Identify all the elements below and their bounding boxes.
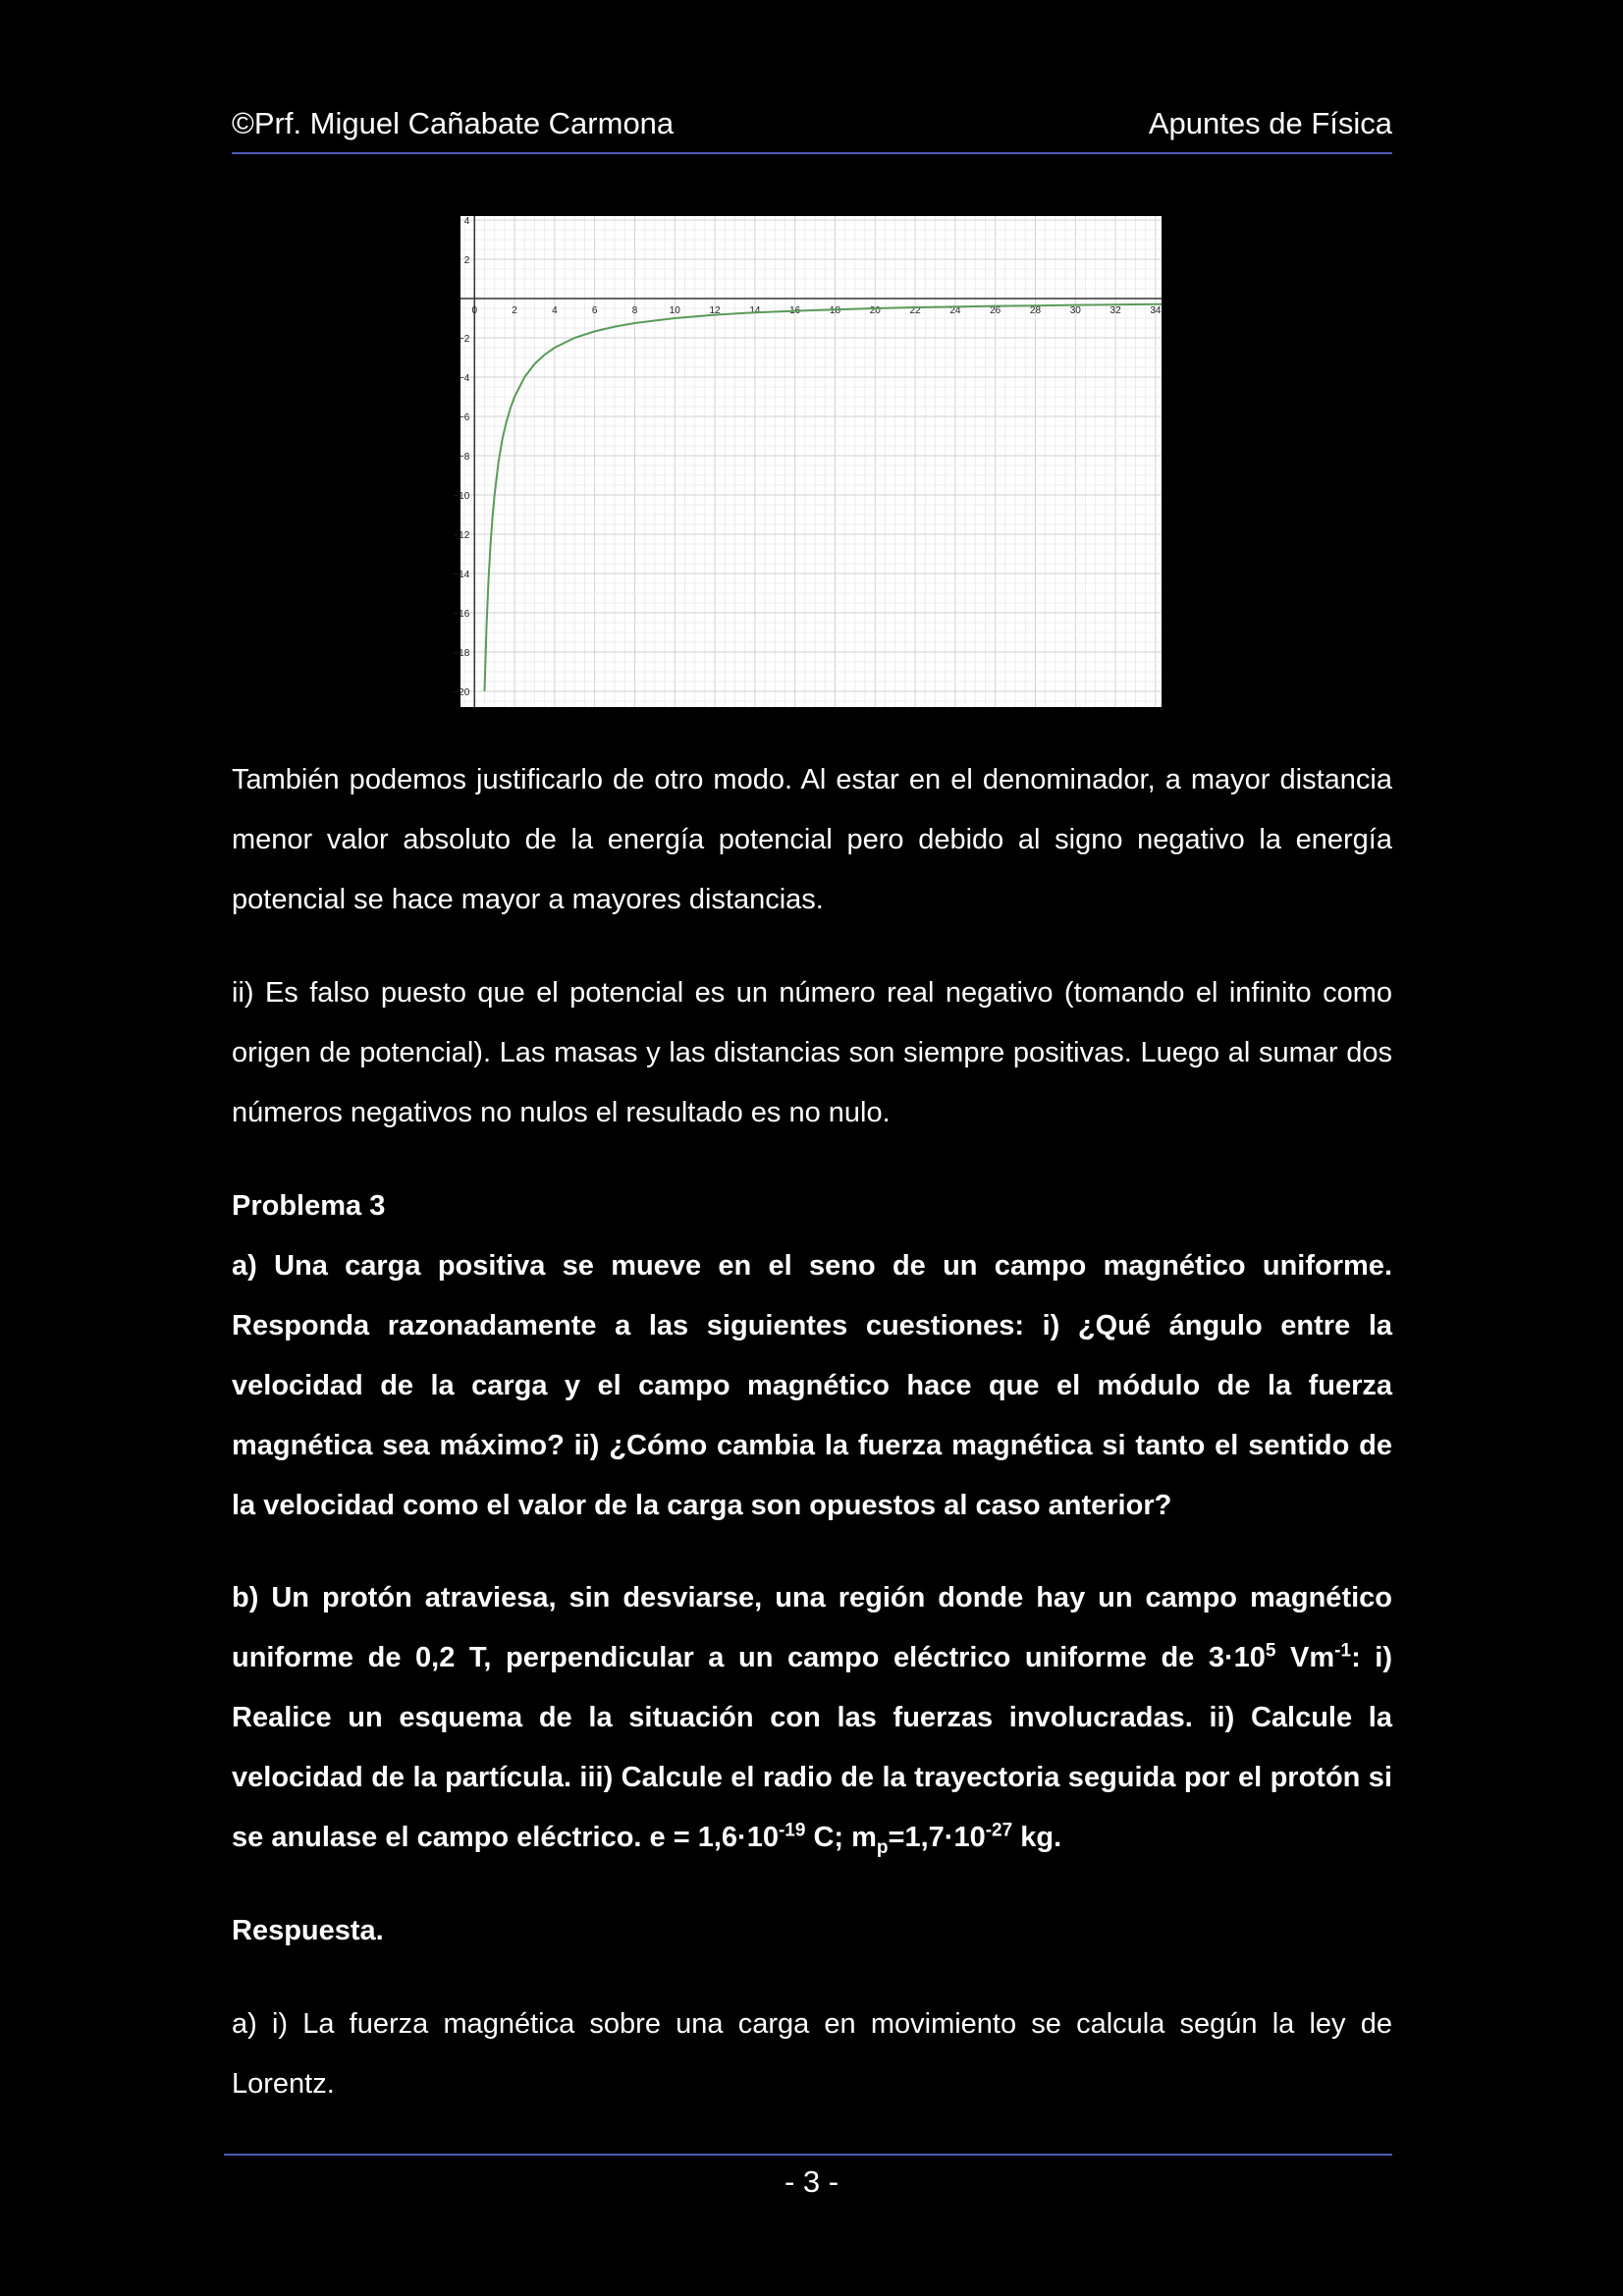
problem-b-text-6: kg. bbox=[1012, 1822, 1062, 1853]
header-author: ©Prf. Miguel Cañabate Carmona bbox=[232, 106, 675, 140]
answer-title: Respuesta. bbox=[232, 1915, 384, 1946]
answer-a-i: a) i) La fuerza magnética sobre una carga en movimiento se calcula según la ley de Lorentz. bbox=[232, 2008, 1392, 2100]
problem-b-sub-1: p bbox=[876, 1836, 889, 1858]
paragraph-answer-ii: ii) Es falso puesto que el potencial es un número real negativo (tomando el infinito como origen de potencial). Las masas y las distancias son siempre positivas. Luego al sumar dos números negativos no nulos el resultado es no nulo. bbox=[232, 977, 1392, 1128]
y-tick-label: −10 bbox=[453, 491, 470, 502]
page-header bbox=[232, 94, 1392, 153]
potential-energy-chart bbox=[453, 216, 1162, 707]
y-tick-label: −14 bbox=[453, 570, 470, 580]
problem-b-text-4: C; m bbox=[805, 1822, 877, 1853]
problem-b-text-3: : i) Realice un esquema de la situación con las fuerzas involucradas. ii) Calcule la velocidad de la partícula. iii) Calcule el radio de la trayectoria seguida por el protón si se anulase el campo eléctrico. e = 1,6·10 bbox=[232, 1642, 1392, 1853]
x-tick-label: 32 bbox=[1109, 305, 1121, 316]
x-tick-label: 16 bbox=[789, 305, 801, 316]
problem-b-exp-2: -1 bbox=[1334, 1640, 1352, 1662]
x-tick-label: 6 bbox=[591, 305, 598, 316]
x-tick-label: 14 bbox=[749, 305, 761, 316]
problem-b-exp-4: -27 bbox=[985, 1820, 1013, 1841]
y-tick-label: −4 bbox=[458, 373, 470, 384]
header-divider bbox=[232, 152, 1392, 154]
chart-svg bbox=[453, 216, 1162, 707]
y-tick-label: −6 bbox=[458, 412, 470, 423]
y-tick-label: −18 bbox=[453, 648, 470, 659]
problem-b-text-1: b) Un protón atraviesa, sin desviarse, una región donde hay un campo magnético uniforme de 0,2 T, perpendicular a un campo eléctrico uniforme de 3·10 bbox=[232, 1582, 1392, 1673]
problem-b-exp-1: 5 bbox=[1265, 1640, 1276, 1662]
x-tick-label: 24 bbox=[949, 305, 961, 316]
x-tick-label: 4 bbox=[552, 305, 558, 316]
page-number: - 3 - bbox=[784, 2164, 839, 2199]
y-tick-label: −8 bbox=[458, 452, 470, 463]
x-tick-label: 28 bbox=[1029, 305, 1042, 316]
x-tick-label: 10 bbox=[669, 305, 680, 316]
y-tick-label: −20 bbox=[453, 687, 470, 698]
problem-b-text-5: =1,7·10 bbox=[888, 1822, 986, 1853]
problem-b-exp-3: -19 bbox=[778, 1820, 806, 1841]
x-tick-label: 20 bbox=[869, 305, 881, 316]
y-tick-label: −16 bbox=[453, 609, 470, 620]
x-tick-label: 34 bbox=[1150, 305, 1162, 316]
x-tick-label: 12 bbox=[709, 305, 721, 316]
problem-statement-b bbox=[232, 1568, 1392, 1868]
x-tick-label: 0 bbox=[471, 305, 478, 316]
header-subject: Apuntes de Física bbox=[1148, 106, 1392, 140]
problem-title: Problema 3 bbox=[232, 1190, 386, 1222]
y-tick-label: 4 bbox=[463, 216, 470, 227]
footer-divider bbox=[224, 2154, 1392, 2156]
x-tick-label: 22 bbox=[909, 305, 921, 316]
x-tick-label: 26 bbox=[990, 305, 1001, 316]
problem-b-text-2: Vm bbox=[1275, 1642, 1335, 1673]
y-tick-label: 2 bbox=[463, 255, 470, 266]
series-line bbox=[484, 304, 1162, 691]
x-tick-label: 30 bbox=[1069, 305, 1081, 316]
x-tick-label: 8 bbox=[631, 305, 638, 316]
x-tick-label: 18 bbox=[829, 305, 841, 316]
problem-statement-a: a) Una carga positiva se mueve en el seno de un campo magnético uniforme. Responda razonadamente a las siguientes cuestiones: i) ¿Qué ángulo entre la velocidad de la carga y el campo magnético hace que el módulo de la fuerza magnética sea máximo? ii) ¿Cómo cambia la fuerza magnética si tanto el sentido de la velocidad como el valor de la carga son opuestos al caso anterior? bbox=[232, 1250, 1392, 1521]
x-tick-label: 2 bbox=[512, 305, 517, 316]
y-tick-label: −12 bbox=[453, 530, 470, 541]
y-tick-label: −2 bbox=[458, 334, 470, 345]
paragraph-justification: También podemos justificarlo de otro modo. Al estar en el denominador, a mayor distancia menor valor absoluto de la energía potencial pero debido al signo negativo la energía potencial se hace mayor a mayores distancias. bbox=[232, 764, 1392, 915]
